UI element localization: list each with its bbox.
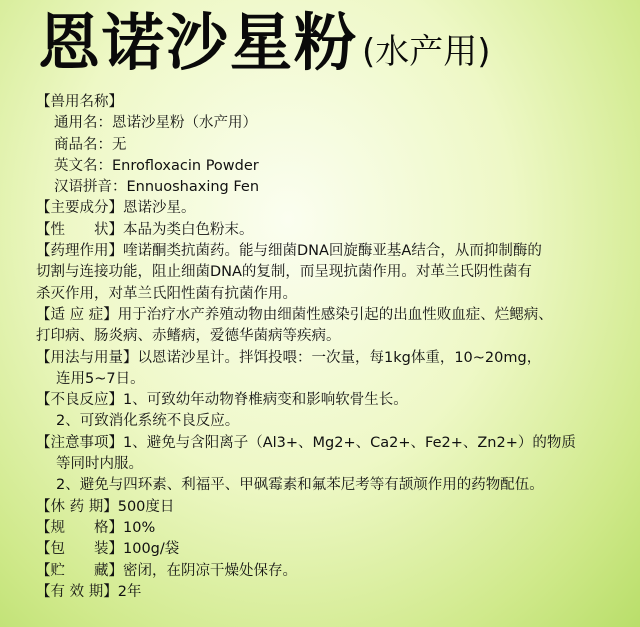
expiry: 【有 效 期】2年 xyxy=(36,583,142,600)
pharmacology-line-2: 切割与连接功能，阻止细菌DNA的复制，而呈现抗菌作用。对革兰氏阴性菌有 xyxy=(36,264,532,281)
main-ingredient: 【主要成分】恩诺沙星。 xyxy=(36,200,196,217)
precautions-line-1: 【注意事项】1、避免与含阳离子（Al3+、Mg2+、Ca2+、Fe2+、Zn2+）的物质 xyxy=(36,434,576,451)
specification: 【规 格】10% xyxy=(36,519,156,536)
section-vet-name: 【兽用名称】 xyxy=(36,94,123,110)
adverse-reactions-line-2: 2、可致消化系统不良反应。 xyxy=(56,413,240,430)
generic-name: 通用名：恩诺沙星粉（水产用） xyxy=(54,115,257,132)
indications-line-2: 打印病、肠炎病、赤鳍病，爱德华菌病等疾病。 xyxy=(36,328,341,345)
label-content xyxy=(36,92,636,603)
english-name: 英文名：Enrofloxacin Powder xyxy=(54,157,259,174)
product-title xyxy=(38,4,491,82)
dosage-line-2: 连用5~7日。 xyxy=(56,370,145,387)
dosage-line-1: 【用法与用量】以恩诺沙星计。拌饵投喂：一次量，每1kg体重，10~20mg， xyxy=(36,349,542,366)
indications-line-1: 【适 应 症】用于治疗水产养殖动物由细菌性感染引起的出血性败血症、烂鳃病、 xyxy=(36,306,553,323)
pinyin-name: 汉语拼音：Ennuoshaxing Fen xyxy=(54,179,260,196)
appearance: 【性 状】本品为类白色粉末。 xyxy=(36,221,254,238)
withdrawal-period: 【休 药 期】500度日 xyxy=(36,498,175,515)
title-main: 恩诺沙星粉 xyxy=(38,6,359,79)
precautions-line-3: 2、避免与四环素、利福平、甲砜霉素和氟苯尼考等有颉颃作用的药物配伍。 xyxy=(56,477,544,494)
trade-name: 商品名：无 xyxy=(54,136,127,153)
packaging: 【包 装】100g/袋 xyxy=(36,541,180,558)
pharmacology-line-3: 杀灭作用，对革兰氏阳性菌有抗菌作用。 xyxy=(36,285,297,302)
adverse-reactions-line-1: 【不良反应】1、可致幼年动物脊椎病变和影响软骨生长。 xyxy=(36,392,408,409)
storage: 【贮 藏】密闭，在阴凉干燥处保存。 xyxy=(36,562,297,579)
title-sub: (水产用) xyxy=(362,32,491,72)
precautions-line-2: 等同时内服。 xyxy=(56,456,143,473)
pharmacology-line-1: 【药理作用】喹诺酮类抗菌药。能与细菌DNA回旋酶亚基A结合，从而抑制酶的 xyxy=(36,243,542,260)
